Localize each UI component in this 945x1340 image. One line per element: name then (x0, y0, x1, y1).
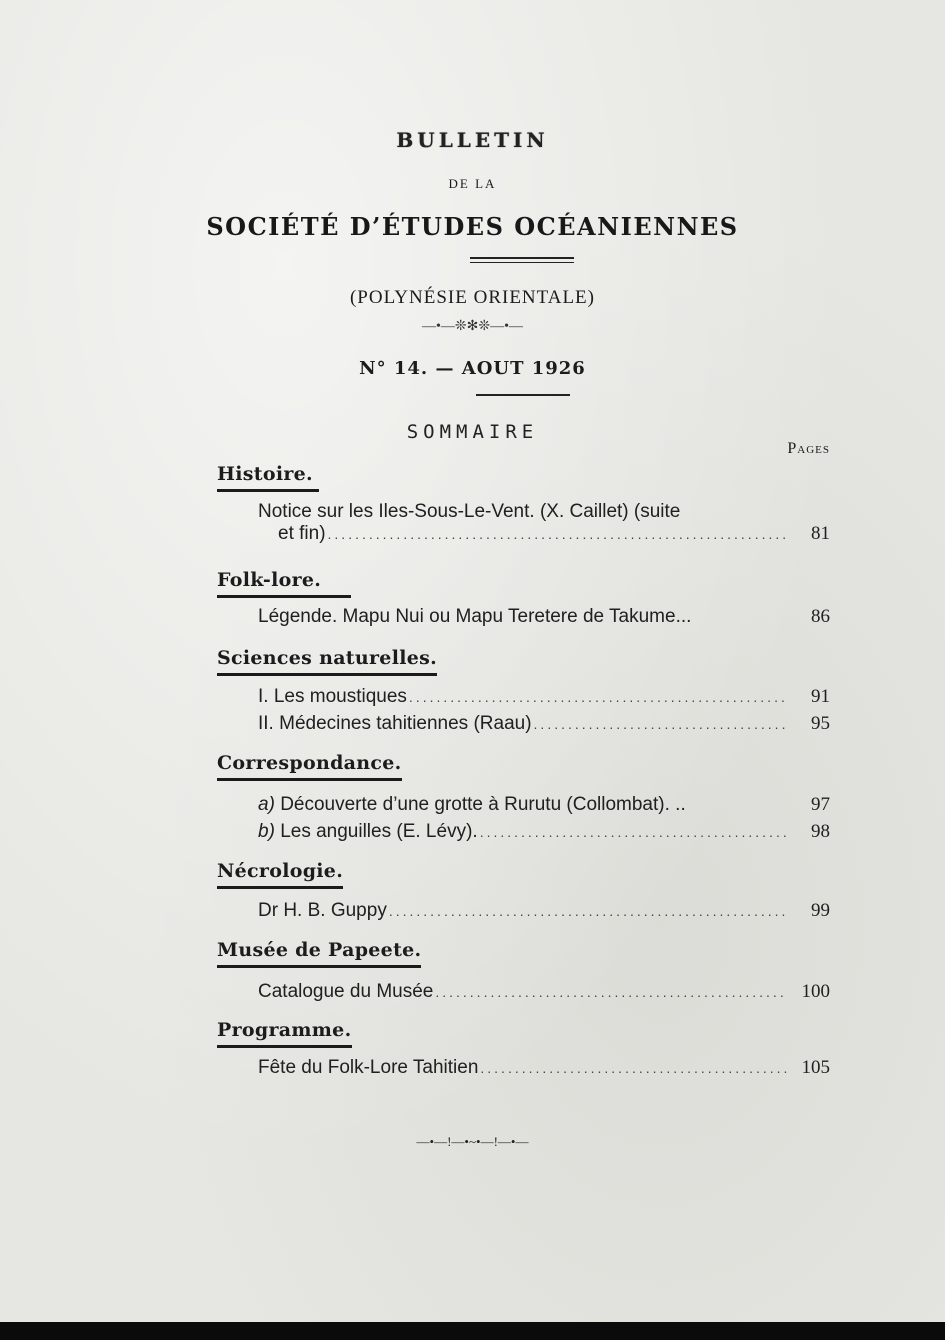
section-heading-correspondance: Correspondance. (217, 752, 402, 781)
toc-entry (258, 794, 830, 816)
entry-text: Fête du Folk-Lore Tahitien (258, 1057, 479, 1078)
entry-prefix: b) (258, 821, 275, 842)
entry-prefix: a) (258, 794, 275, 815)
page-number: 81 (811, 523, 830, 544)
page-number: 86 (811, 606, 830, 627)
scan-border (0, 1322, 945, 1340)
dot-leader (328, 526, 788, 542)
society-name: SOCIÉTÉ D’ÉTUDES OCÉANIENNES (206, 212, 739, 241)
single-rule-divider (476, 394, 570, 396)
dot-leader (534, 716, 788, 732)
entry-text: Catalogue du Musée (258, 981, 434, 1002)
entry-text: Dr H. B. Guppy (258, 900, 387, 921)
entry-text: I. Les moustiques (258, 686, 407, 707)
summary-title: SOMMAIRE (406, 421, 539, 443)
section-heading-histoire: Histoire. (217, 463, 319, 492)
toc-entry (258, 900, 830, 922)
toc-entry (258, 1057, 830, 1079)
page-number: 97 (811, 794, 830, 815)
dot-leader (409, 689, 788, 705)
toc-entry (258, 713, 830, 735)
bulletin-title: BULLETIN (396, 128, 549, 152)
toc-entry (258, 686, 830, 708)
section-heading-sciences-naturelles: Sciences naturelles. (217, 647, 437, 676)
toc-entry (258, 501, 830, 545)
dot-leader (480, 1060, 788, 1076)
ornament-divider: —•—❊✻❊—•— (422, 319, 523, 334)
toc-entry (258, 981, 830, 1003)
page-number: 98 (811, 821, 830, 842)
region-subtitle: (POLYNÉSIE ORIENTALE) (349, 287, 595, 308)
dot-leader (389, 903, 788, 919)
issue-number: N° 14. — AOUT 1926 (359, 358, 586, 379)
entry-text: Les anguilles (E. Lévy). (280, 821, 478, 842)
entry-text-continued: et fin) (278, 523, 326, 544)
dot-leader (435, 984, 788, 1000)
pages-column-label: Pages (787, 440, 830, 457)
section-heading-necrologie: Nécrologie. (217, 860, 343, 889)
page-number: 95 (811, 713, 830, 734)
section-heading-folk-lore: Folk-lore. (217, 569, 351, 598)
toc-entry (258, 821, 830, 843)
page-number: 99 (811, 900, 830, 921)
page-number: 105 (801, 1057, 830, 1078)
toc-entry (258, 606, 830, 628)
section-heading-musee-de-papeete: Musée de Papeete. (217, 939, 421, 968)
page-number: 100 (801, 981, 830, 1002)
entry-text: Découverte d’une grotte à Rurutu (Collombat). .. (280, 794, 686, 815)
double-rule-divider (470, 257, 574, 263)
dot-leader (480, 824, 788, 840)
end-ornament: —•—!—•~•—!—•— (416, 1134, 529, 1149)
entry-text: Notice sur les Iles-Sous-Le-Vent. (X. Caillet) (suite (258, 501, 681, 522)
page-number: 91 (811, 686, 830, 707)
de-la-text: DE LA (448, 176, 497, 191)
entry-text: II. Médecines tahitiennes (Raau) (258, 713, 532, 734)
entry-text: Légende. Mapu Nui ou Mapu Teretere de Takume... (258, 606, 692, 627)
section-heading-programme: Programme. (217, 1019, 352, 1048)
